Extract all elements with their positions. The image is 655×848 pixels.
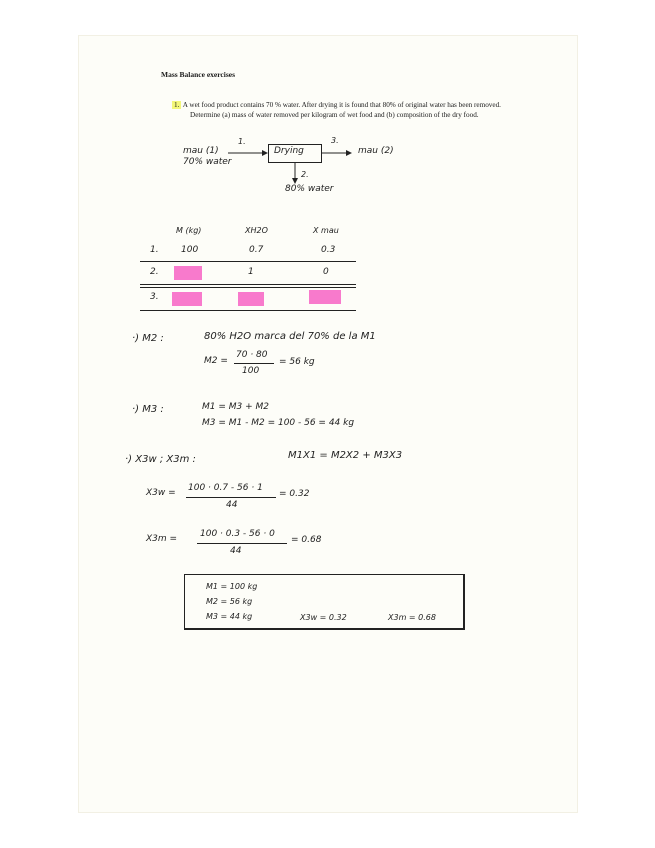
table-row-1-stream: 1. [150,245,159,255]
table-header-xmau: X mau [313,226,339,235]
table-row-2-xh2o: 1 [248,267,254,277]
stream-3-label: 3. [331,136,339,145]
inlet-name: mau (1) [183,146,219,156]
step-2-heading: ·) M3 : [132,404,164,415]
table-row-2-xmau: 0 [323,267,329,277]
table-row-1-xh2o: 0.7 [249,245,264,255]
problem-text-1: A wet food product contains 70 % water. After drying it is found that 80% of original water has been removed. [182,101,501,109]
step-1-result: = 56 kg [279,357,315,367]
summary-m2: M2 = 56 kg [206,597,253,606]
table-header-mass: M (kg) [176,226,202,235]
x3w-denominator: 44 [226,500,238,510]
x3w-lhs: X3w = [146,488,176,498]
x3m-lhs: X3m = [146,534,178,544]
x3m-denominator: 44 [230,546,242,556]
summary-x3w: X3w = 0.32 [300,613,347,622]
drying-unit-label: Drying [274,146,304,156]
x3m-result: = 0.68 [291,535,322,545]
stream-1-label: 1. [238,137,246,146]
table-row-1-mass: 100 [181,245,199,255]
step-1-numerator: 70 · 80 [236,350,268,360]
table-divider-3 [140,287,356,288]
step-1-denominator: 100 [242,366,260,376]
step-3-component-balance: M1X1 = M2X2 + M3X3 [288,450,403,461]
table-row-2-stream: 2. [150,267,159,277]
table-divider-2 [140,284,356,285]
x3m-fraction-bar [197,543,287,544]
table-row-3-xmau-marker [309,290,341,304]
step-1-heading: ·) M2 : [132,333,164,344]
table-row-3-stream: 3. [150,292,159,302]
problem-number: 1. [174,101,180,109]
problem-line-1 [172,100,501,110]
step-2-result: M3 = M1 - M2 = 100 - 56 = 44 kg [202,418,355,428]
table-header-xh2o: XH2O [245,226,268,235]
table-row-3-mass-marker [172,292,202,306]
table-row-3-xh2o-marker [238,292,264,306]
stream-2-label: 2. [301,170,309,179]
summary-m1: M1 = 100 kg [206,582,258,591]
step-3-heading: ·) X3w ; X3m : [125,454,196,465]
table-row-2-mass-marker [174,266,202,280]
step-2-balance: M1 = M3 + M2 [202,402,269,412]
step-1-fraction-bar [234,363,274,364]
problem-text-2: Determine (a) mass of water removed per kilogram of wet food and (b) composition of the dry food. [190,111,479,119]
step-1-statement: 80% H2O marca del 70% de la M1 [204,331,376,342]
outlet-name: mau (2) [358,146,394,156]
water-out-composition: 80% water [285,184,334,194]
x3m-numerator: 100 · 0.3 - 56 · 0 [200,529,275,539]
table-divider-1 [140,261,356,262]
step-1-lhs: M2 = [204,356,228,366]
x3w-result: = 0.32 [279,489,310,499]
table-row-1-xmau: 0.3 [321,245,336,255]
x3w-fraction-bar [186,497,276,498]
x3w-numerator: 100 · 0.7 - 56 · 1 [188,483,263,493]
summary-m3: M3 = 44 kg [206,612,253,621]
table-bottom-rule [140,310,356,311]
inlet-composition: 70% water [183,157,232,167]
page-title: Mass Balance exercises [161,70,236,79]
summary-x3m: X3m = 0.68 [388,613,436,622]
